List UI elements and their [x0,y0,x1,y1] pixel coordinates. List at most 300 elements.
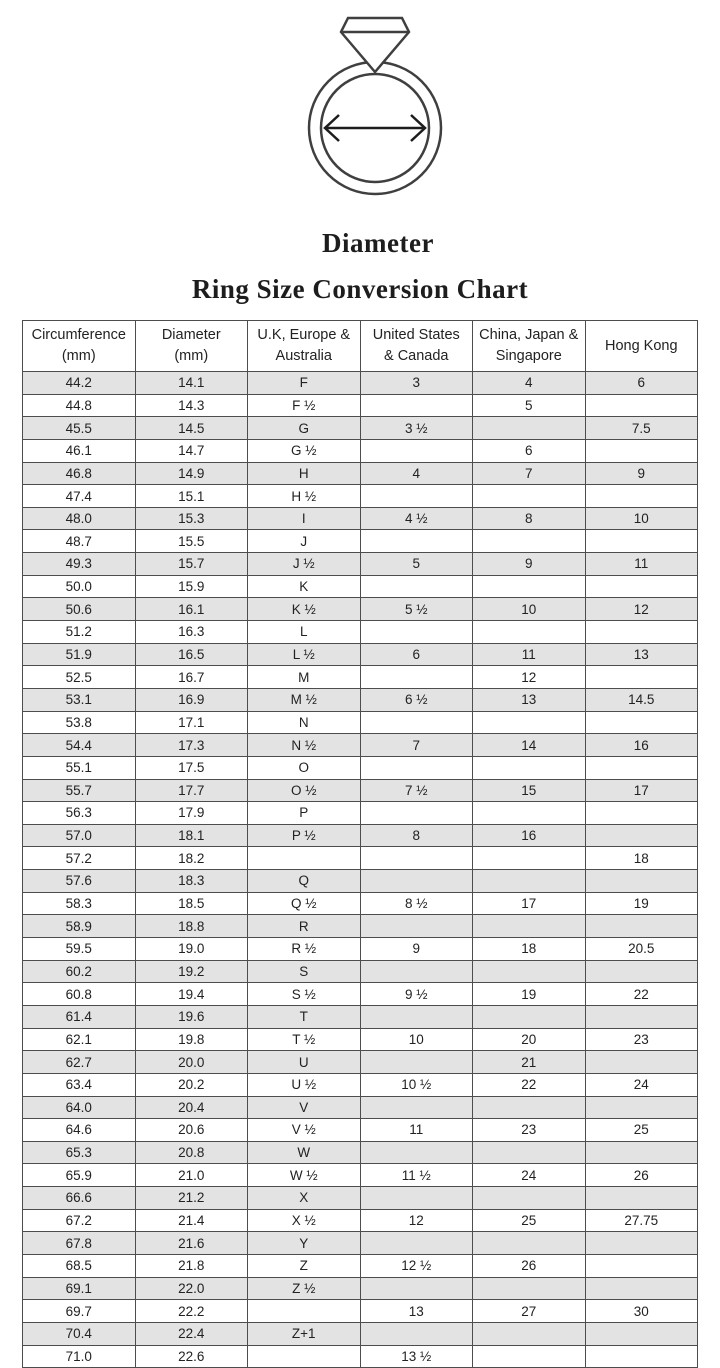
table-cell: 71.0 [23,1345,136,1368]
table-cell: 22.0 [135,1277,248,1300]
table-cell: 19.4 [135,983,248,1006]
table-cell: 21.4 [135,1209,248,1232]
table-cell [473,530,586,553]
table-cell [360,711,473,734]
table-cell [473,870,586,893]
table-cell: S [248,960,361,983]
table-cell [360,1232,473,1255]
table-cell: 20.4 [135,1096,248,1119]
table-cell: 27 [473,1300,586,1323]
table-row [23,666,698,689]
table-cell: 14 [473,734,586,757]
table-cell: F ½ [248,394,361,417]
table-row [23,394,698,417]
table-cell [473,417,586,440]
table-cell: 65.9 [23,1164,136,1187]
table-cell: 10 [585,507,698,530]
table-cell: G [248,417,361,440]
table-cell: 56.3 [23,802,136,825]
table-cell [360,1051,473,1074]
table-cell: T ½ [248,1028,361,1051]
table-cell: 69.1 [23,1277,136,1300]
table-cell: 12 [585,598,698,621]
table-cell: 48.7 [23,530,136,553]
table-cell [473,1345,586,1368]
table-cell: 13 [473,688,586,711]
table-cell [585,666,698,689]
table-cell [248,847,361,870]
table-cell: 21.0 [135,1164,248,1187]
table-cell: 3 ½ [360,417,473,440]
table-cell: 60.8 [23,983,136,1006]
table-cell: 12 [360,1209,473,1232]
table-cell: 14.3 [135,394,248,417]
table-cell: O ½ [248,779,361,802]
table-cell: 5 [473,394,586,417]
table-cell: 10 [360,1028,473,1051]
column-header-diameter: Diameter (mm) [135,321,248,372]
table-cell: W ½ [248,1164,361,1187]
table-cell: 64.0 [23,1096,136,1119]
table-cell [360,1277,473,1300]
table-cell [473,802,586,825]
table-cell [585,575,698,598]
table-cell: 50.6 [23,598,136,621]
table-row [23,1005,698,1028]
table-cell: 57.2 [23,847,136,870]
table-cell: 10 ½ [360,1073,473,1096]
table-cell: 22 [585,983,698,1006]
table-cell: 17.3 [135,734,248,757]
table-cell: 57.6 [23,870,136,893]
table-cell: 55.1 [23,756,136,779]
table-cell: L ½ [248,643,361,666]
table-cell: 13 [360,1300,473,1323]
table-cell [473,485,586,508]
table-cell: J [248,530,361,553]
table-cell [360,960,473,983]
table-cell: 6 ½ [360,688,473,711]
table-cell: M ½ [248,688,361,711]
table-cell: 3 [360,372,473,395]
table-cell: R ½ [248,938,361,961]
column-header-circumference: Circumference (mm) [23,321,136,372]
table-cell: 4 [473,372,586,395]
table-cell: H ½ [248,485,361,508]
table-cell: 6 [360,643,473,666]
table-cell: 7 [360,734,473,757]
table-cell: 15 [473,779,586,802]
table-cell: 11 [360,1119,473,1142]
table-cell: 30 [585,1300,698,1323]
table-row [23,756,698,779]
table-cell: U ½ [248,1073,361,1096]
table-cell [585,1051,698,1074]
table-row [23,643,698,666]
table-cell: 14.9 [135,462,248,485]
table-row [23,711,698,734]
table-cell: 20.8 [135,1141,248,1164]
table-row [23,1300,698,1323]
table-cell [585,1005,698,1028]
table-cell: 4 [360,462,473,485]
table-cell: N [248,711,361,734]
table-cell: 63.4 [23,1073,136,1096]
table-cell: 25 [585,1119,698,1142]
table-cell [473,915,586,938]
table-cell: 44.2 [23,372,136,395]
table-cell: 14.5 [135,417,248,440]
table-cell: 18.5 [135,892,248,915]
table-cell [360,870,473,893]
table-cell [360,1187,473,1210]
table-cell: 25 [473,1209,586,1232]
table-cell: 19.8 [135,1028,248,1051]
table-cell: Z [248,1254,361,1277]
table-cell [360,394,473,417]
diameter-arrow [325,115,425,141]
table-cell: 19.0 [135,938,248,961]
table-row [23,439,698,462]
table-cell [360,802,473,825]
column-header-us-canada: United States & Canada [360,321,473,372]
table-cell: 7 ½ [360,779,473,802]
table-cell [473,711,586,734]
table-cell: 18.3 [135,870,248,893]
table-cell [585,756,698,779]
table-cell [473,1187,586,1210]
table-cell: 15.7 [135,553,248,576]
table-cell: 16.5 [135,643,248,666]
table-cell: 14.5 [585,688,698,711]
table-cell [360,1322,473,1345]
table-cell: 18 [585,847,698,870]
table-cell: 24 [473,1164,586,1187]
table-row [23,1322,698,1345]
table-cell: 47.4 [23,485,136,508]
table-row [23,824,698,847]
table-cell: 21.2 [135,1187,248,1210]
table-cell: O [248,756,361,779]
table-row [23,688,698,711]
table-cell [585,1187,698,1210]
table-row [23,938,698,961]
table-cell: 58.3 [23,892,136,915]
diameter-label: Diameter [322,228,434,258]
table-cell: Z+1 [248,1322,361,1345]
column-header-china-japan-singapore: China, Japan & Singapore [473,321,586,372]
table-cell: 19.2 [135,960,248,983]
header-row [23,321,698,372]
table-cell: S ½ [248,983,361,1006]
table-cell: 15.5 [135,530,248,553]
page-title: Ring Size Conversion Chart [191,274,529,304]
table-cell: 18 [473,938,586,961]
table-cell: 44.8 [23,394,136,417]
diamond-icon [341,18,409,72]
table-cell: 10 [473,598,586,621]
table-cell [248,1300,361,1323]
table-cell: 68.5 [23,1254,136,1277]
table-cell [585,530,698,553]
table-row [23,1345,698,1368]
table-cell: 22.6 [135,1345,248,1368]
table-cell: 9 [360,938,473,961]
table-cell [473,756,586,779]
table-cell: L [248,621,361,644]
table-row [23,1254,698,1277]
column-header-hong-kong: Hong Kong [585,321,698,372]
table-cell: 24 [585,1073,698,1096]
table-row [23,1028,698,1051]
table-cell: 62.1 [23,1028,136,1051]
table-cell [585,1254,698,1277]
table-cell: 53.1 [23,688,136,711]
table-cell: 16 [585,734,698,757]
table-cell: K ½ [248,598,361,621]
table-cell: 9 [473,553,586,576]
table-row [23,1164,698,1187]
table-cell: 19 [585,892,698,915]
table-cell [585,1345,698,1368]
table-cell: 17.1 [135,711,248,734]
table-cell: 20.2 [135,1073,248,1096]
table-cell: 16.1 [135,598,248,621]
table-cell [585,960,698,983]
table-row [23,1096,698,1119]
table-cell: 22.2 [135,1300,248,1323]
table-cell: 20.0 [135,1051,248,1074]
table-body [23,372,698,1368]
table-cell: 19.6 [135,1005,248,1028]
table-cell [473,621,586,644]
table-cell: Y [248,1232,361,1255]
table-cell: 55.7 [23,779,136,802]
table-cell: 15.9 [135,575,248,598]
table-cell [473,575,586,598]
table-cell: 8 ½ [360,892,473,915]
table-row [23,870,698,893]
table-cell: 7.5 [585,417,698,440]
table-cell: 14.1 [135,372,248,395]
table-cell: 11 [585,553,698,576]
table-row [23,915,698,938]
table-cell: 52.5 [23,666,136,689]
table-cell: 20.6 [135,1119,248,1142]
table-cell: 16 [473,824,586,847]
table-row [23,507,698,530]
table-cell: 9 ½ [360,983,473,1006]
table-cell [585,870,698,893]
table-cell: 16.7 [135,666,248,689]
table-cell: 16.3 [135,621,248,644]
table-cell: 20.5 [585,938,698,961]
table-cell: 6 [473,439,586,462]
table-cell: 23 [585,1028,698,1051]
table-cell: 51.9 [23,643,136,666]
table-cell: 67.8 [23,1232,136,1255]
table-cell: Z ½ [248,1277,361,1300]
table-cell: I [248,507,361,530]
table-header [23,321,698,372]
table-cell: 11 ½ [360,1164,473,1187]
table-cell: 8 [360,824,473,847]
table-cell [585,621,698,644]
table-row [23,960,698,983]
table-cell: X ½ [248,1209,361,1232]
table-cell: F [248,372,361,395]
table-cell: 17 [473,892,586,915]
table-cell [585,439,698,462]
table-row [23,779,698,802]
table-cell: 15.3 [135,507,248,530]
table-row [23,1073,698,1096]
table-cell: 66.6 [23,1187,136,1210]
table-cell: 16.9 [135,688,248,711]
table-cell: 60.2 [23,960,136,983]
table-cell: 64.6 [23,1119,136,1142]
table-cell: U [248,1051,361,1074]
table-cell: 26 [585,1164,698,1187]
table-cell: 61.4 [23,1005,136,1028]
table-cell: 13 [585,643,698,666]
table-cell [473,1096,586,1119]
table-row [23,1209,698,1232]
table-cell: P ½ [248,824,361,847]
ring-illustration-container [0,0,720,204]
table-row [23,1119,698,1142]
table-cell: Q [248,870,361,893]
table-row [23,575,698,598]
table-cell: 12 [473,666,586,689]
table-cell [585,485,698,508]
table-cell [585,824,698,847]
column-header-uk-europe-australia: U.K, Europe & Australia [248,321,361,372]
table-cell: 17.9 [135,802,248,825]
table-cell [473,1141,586,1164]
table-cell: 50.0 [23,575,136,598]
table-cell: 65.3 [23,1141,136,1164]
table-cell [473,1005,586,1028]
table-cell: 67.2 [23,1209,136,1232]
table-cell: 17.5 [135,756,248,779]
table-cell: 70.4 [23,1322,136,1345]
table-cell [360,847,473,870]
table-cell: 27.75 [585,1209,698,1232]
table-cell: 69.7 [23,1300,136,1323]
table-cell [248,1345,361,1368]
table-cell: 59.5 [23,938,136,961]
table-cell [473,847,586,870]
table-cell: 17.7 [135,779,248,802]
table-cell: 58.9 [23,915,136,938]
table-row [23,485,698,508]
table-cell: 21.6 [135,1232,248,1255]
table-cell: 5 [360,553,473,576]
table-cell: R [248,915,361,938]
table-row [23,417,698,440]
table-cell [360,756,473,779]
table-row [23,802,698,825]
table-cell [585,1277,698,1300]
table-cell [360,530,473,553]
table-cell: 21 [473,1051,586,1074]
table-cell: 20 [473,1028,586,1051]
table-cell: 23 [473,1119,586,1142]
table-cell [473,1277,586,1300]
table-cell: 26 [473,1254,586,1277]
table-cell: 18.8 [135,915,248,938]
table-row [23,892,698,915]
table-cell [473,960,586,983]
table-cell: 53.8 [23,711,136,734]
table-cell: M [248,666,361,689]
table-cell: 54.4 [23,734,136,757]
table-cell: V ½ [248,1119,361,1142]
table-cell: 4 ½ [360,507,473,530]
table-cell [360,575,473,598]
table-cell: 13 ½ [360,1345,473,1368]
table-cell: 51.2 [23,621,136,644]
table-cell: 57.0 [23,824,136,847]
table-cell [585,1232,698,1255]
table-cell: 19 [473,983,586,1006]
table-cell [360,1141,473,1164]
table-cell: 8 [473,507,586,530]
table-cell: 11 [473,643,586,666]
table-cell [360,621,473,644]
table-cell [360,439,473,462]
table-cell: 7 [473,462,586,485]
table-cell [360,666,473,689]
table-cell: 17 [585,779,698,802]
table-cell: 45.5 [23,417,136,440]
table-cell [360,915,473,938]
ring-size-conversion-table [22,320,698,1368]
table-row [23,530,698,553]
table-cell: P [248,802,361,825]
table-cell: 22 [473,1073,586,1096]
table-cell [360,1005,473,1028]
table-cell [585,1322,698,1345]
table-cell [585,711,698,734]
table-row [23,1277,698,1300]
table-cell: V [248,1096,361,1119]
table-row [23,372,698,395]
table-cell [585,1096,698,1119]
table-row [23,847,698,870]
table-cell: 5 ½ [360,598,473,621]
table-row [23,1232,698,1255]
table-row [23,983,698,1006]
table-cell: 12 ½ [360,1254,473,1277]
table-cell [360,485,473,508]
table-row [23,734,698,757]
ring-diagram [295,12,455,204]
table-row [23,1141,698,1164]
table-cell: 18.2 [135,847,248,870]
table-cell: G ½ [248,439,361,462]
table-cell [585,915,698,938]
table-cell: K [248,575,361,598]
table-cell: 48.0 [23,507,136,530]
table-cell: 15.1 [135,485,248,508]
table-cell: H [248,462,361,485]
table-cell [585,1141,698,1164]
table-cell [473,1322,586,1345]
table-cell: W [248,1141,361,1164]
table-cell: Q ½ [248,892,361,915]
